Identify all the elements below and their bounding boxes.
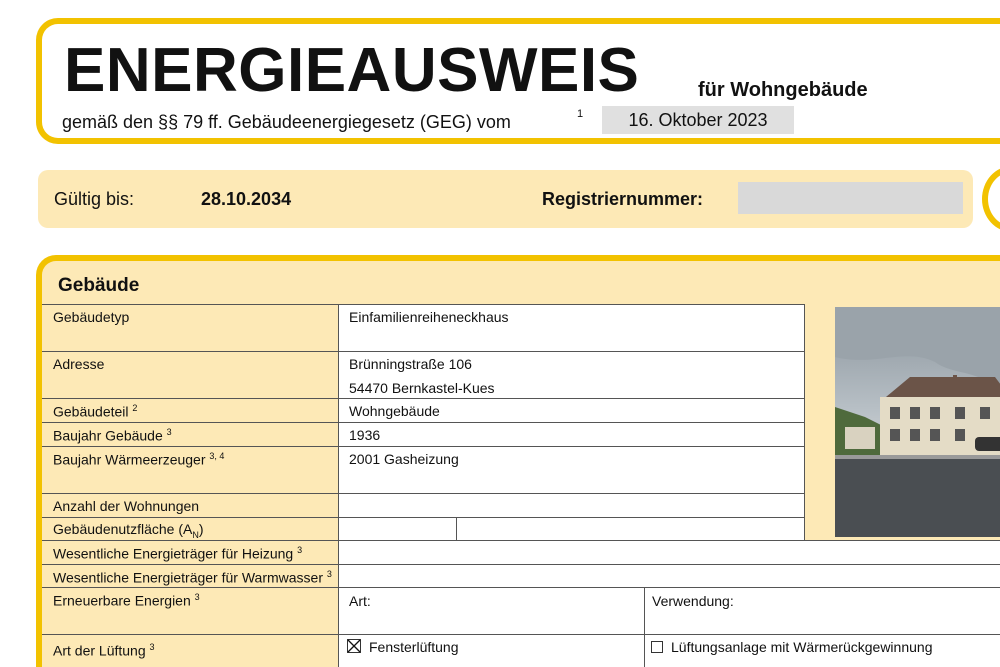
label-address: Adresse xyxy=(53,356,105,372)
grid-line xyxy=(42,587,1000,588)
grid-line xyxy=(42,517,804,518)
grid-line xyxy=(42,634,1000,635)
grid-line xyxy=(42,304,804,305)
validity-bar xyxy=(38,170,973,228)
building-section-title: Gebäude xyxy=(58,275,140,296)
registration-number-label: Registriernummer: xyxy=(542,189,704,209)
grid-line xyxy=(42,446,804,447)
certificate-header xyxy=(36,18,1000,144)
valid-until-label: Gültig bis: xyxy=(54,189,135,209)
value-address-city: 54470 Bernkastel-Kues xyxy=(349,380,495,396)
legal-footnote-marker: 1 xyxy=(577,108,584,120)
grid-line xyxy=(42,398,804,399)
label-building-part: Gebäudeteil $^2$ xyxy=(53,403,138,420)
value-address-street: Brünningstraße 106 xyxy=(349,356,472,372)
ventilation-option-window[interactable] xyxy=(347,639,459,655)
value-heater-year: 2001 Gasheizung xyxy=(349,451,459,467)
checkbox-unchecked-icon[interactable] xyxy=(651,641,663,653)
grid-line xyxy=(338,304,339,667)
grid-line xyxy=(804,304,805,540)
label-construction-year: Baujahr Gebäude $^3$ xyxy=(53,427,172,444)
label-apartments: Anzahl der Wohnungen xyxy=(53,498,200,514)
document-subtitle: für Wohngebäude xyxy=(698,79,868,101)
label-renewables: Erneuerbare Energien $^3$ xyxy=(53,592,200,609)
grid-line xyxy=(644,587,645,667)
page-number-circle xyxy=(982,166,1000,232)
grid-line xyxy=(42,422,804,423)
grid-line xyxy=(42,351,804,352)
label-energy-water: Wesentliche Energieträger für Warmwasser $^3$ xyxy=(53,569,332,586)
checkbox-checked-icon[interactable] xyxy=(347,639,361,653)
grid-line xyxy=(456,517,457,540)
label-floor-area: Gebäudenutzfläche $(A_N)$ xyxy=(53,521,204,540)
registration-number-field xyxy=(738,182,963,214)
valid-until-date: 28.10.2034 xyxy=(201,189,292,209)
ventilation-option-heat-recovery-label: Lüftungsanlage mit Wärmerückgewinnung xyxy=(671,639,933,655)
value-construction-year: 1936 xyxy=(349,427,381,443)
renewables-type-label: Art: xyxy=(349,593,371,609)
renewables-usage-label: Verwendung: xyxy=(652,593,734,609)
label-heater-year: Baujahr Wärmeerzeuger $^{3, 4}$ xyxy=(53,451,225,468)
legal-basis-text: gemäß den §§ 79 ff. Gebäudeenergiegesetz (GEG) vom xyxy=(62,112,511,132)
house-illustration xyxy=(835,307,1000,537)
value-building-type: Einfamilienreiheneckhaus xyxy=(349,309,509,325)
grid-line xyxy=(42,493,804,494)
label-building-type: Gebäudetyp xyxy=(53,309,130,325)
building-photo xyxy=(835,307,1000,537)
label-ventilation: Art der Lüftung $^3$ xyxy=(53,642,155,659)
grid-line xyxy=(42,540,1000,541)
grid-line xyxy=(42,564,1000,565)
document-title: ENERGIEAUSWEIS xyxy=(64,36,640,105)
value-building-part: Wohngebäude xyxy=(349,403,440,419)
label-energy-heating: Wesentliche Energieträger für Heizung $^3$ xyxy=(53,545,303,562)
ventilation-option-window-label: Fensterlüftung xyxy=(369,639,459,655)
law-date-field: 16. Oktober 2023 xyxy=(602,106,794,134)
ventilation-option-heat-recovery[interactable] xyxy=(651,639,932,655)
